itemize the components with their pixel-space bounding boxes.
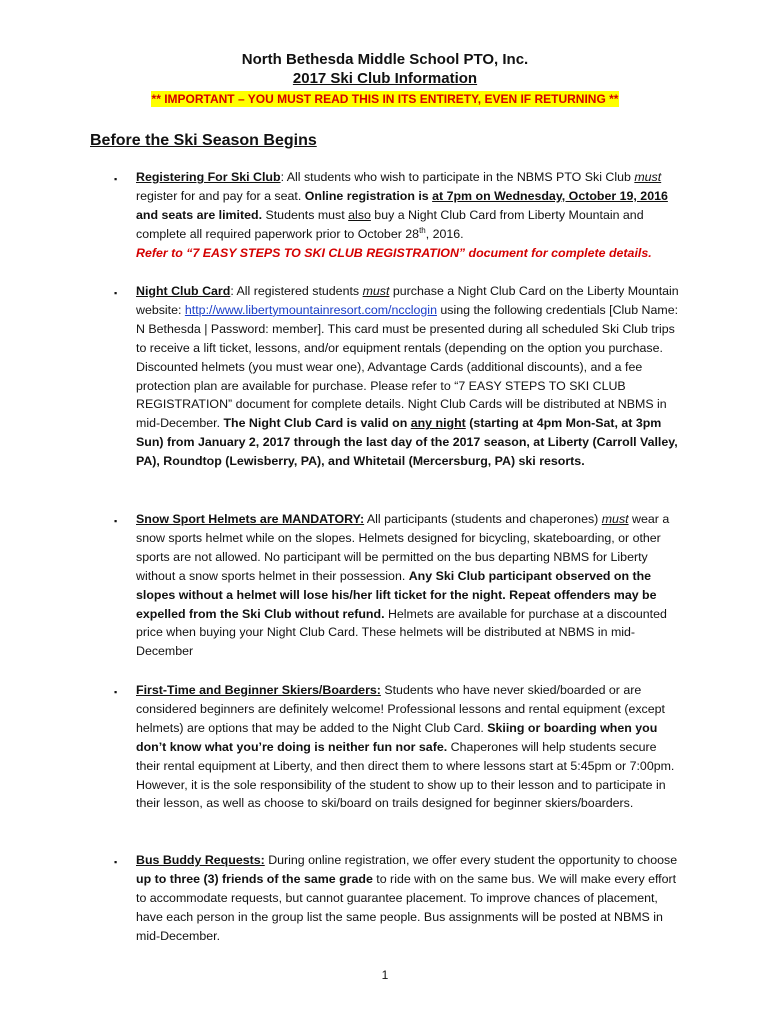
list-item-helmets (136, 510, 684, 661)
item-text-emphasis: must (362, 284, 390, 298)
item-text-bold: Online registration is (304, 188, 433, 203)
bullet-marker: ▪ (114, 687, 118, 697)
item-text: , 2016. (425, 226, 464, 241)
important-notice (0, 92, 770, 106)
item-text-bold-underline: any night (410, 416, 466, 431)
item-text: using the following credentials [Club Name: N Bethesda | Password: member]. This card must be presented during all scheduled Ski Club trips to receive a lift ticket, lessons, and/or equipment rentals (depending on the option you purchase. Discounted helmets (you must wear one), Advantage Cards (additional discounts), and a fee protection plan are available for purchase. Please refer to “7 EASY STEPS TO SKI CLUB REGISTRATION” document for complete details. Night Club Cards will be distributed at NBMS in mid-December. (136, 302, 679, 431)
item-text: : All students who wish to participate in the NBMS PTO Ski Club (280, 170, 635, 184)
list-item-bus-buddy (136, 851, 684, 946)
item-text-bold-underline: at 7pm on Wednesday, October 19, 2016 (432, 188, 668, 203)
school-name-heading: North Bethesda Middle School PTO, Inc. (241, 51, 529, 68)
document-title: 2017 Ski Club Information (292, 70, 478, 87)
list-item-night-club-card (136, 282, 684, 471)
list-item-registering (136, 168, 684, 263)
item-text-bold: The Night Club Card is valid on (220, 416, 411, 431)
item-text-bold: up to three (3) friends of the same grade (136, 871, 373, 886)
item-text-bold: Any Ski Club participant observed on the slopes without a helmet will lose his/her lift ticket for the night. Repeat offenders may be expelled from the Ski Club without refund. (136, 568, 657, 621)
item-text: During online registration, we offer every student the opportunity to choose (264, 853, 678, 867)
liberty-website-link[interactable]: http://www.libertymountainresort.com/ncclogin (184, 302, 437, 317)
ordinal-suffix: th (419, 225, 426, 235)
item-text: Helmets are available for purchase at a discounted price when buying your Night Club Card. These helmets will be distributed at NBMS in mid-December (136, 606, 667, 659)
page-number: 1 (381, 968, 389, 982)
item-label: Night Club Card (136, 284, 231, 298)
bullet-marker: ▪ (114, 857, 118, 867)
item-text-bold: Skiing or boarding when you don’t know what you’re doing is neither fun nor safe. (136, 720, 658, 754)
item-text-bold: (starting at 4pm Mon-Sat, at 3pm Sun) from January 2, 2017 through the last day of the 2017 season, at Liberty (Carroll Valley, PA), Roundtop (Lewisberry, PA), and Whitetail (Mercersburg, PA) ski resorts. (136, 416, 678, 469)
item-label: Bus Buddy Requests: (136, 853, 265, 867)
item-text: Chaperones will help students secure their rental equipment at Liberty, and then direct them to where lessons start at 5:45pm or 7:00pm. However, it is the sole responsibility of the student to show up to their lesson and to participate in their lesson, as well as choose to ski/board on trails designed for beginner skiers/boarders. (136, 739, 675, 811)
important-notice-text: ** IMPORTANT – YOU MUST READ THIS IN ITS ENTIRETY, EVEN IF RETURNING ** (151, 92, 619, 106)
item-label: First-Time and Beginner Skiers/Boarders: (136, 683, 381, 697)
item-text: Students must (262, 207, 349, 222)
bullet-marker: ▪ (114, 174, 118, 184)
item-label: Registering For Ski Club (136, 170, 281, 184)
item-text: purchase a Night Club Card on the Liberty Mountain website: (136, 284, 679, 317)
item-text: Students who have never skied/boarded or are considered beginners are definitely welcome! Professional lessons and rental equipment (except helmets) are options that may be added to the Night Club Card. (136, 683, 665, 735)
item-text: register for and pay for a seat. (136, 188, 305, 203)
item-text: wear a snow sports helmet while on the slopes. Helmets designed for bicycling, skateboarding, or other sports are not allowed. No participant will be permitted on the bus departing NBMS for Liberty without a snow sports helmet in their possession. (136, 512, 670, 583)
item-text: buy a Night Club Card from Liberty Mountain and complete all required paperwork prior to October 28 (136, 207, 644, 241)
item-red-note: Refer to “7 EASY STEPS TO SKI CLUB REGISTRATION” document for complete details. (136, 245, 652, 260)
item-text: : All registered students (230, 284, 363, 298)
item-text-bold: and seats are limited. (136, 207, 263, 222)
bullet-marker: ▪ (114, 516, 118, 526)
bullet-marker: ▪ (114, 288, 118, 298)
item-text-emphasis: must (601, 512, 629, 526)
list-item-beginners (136, 681, 684, 813)
item-text: All participants (students and chaperones) (364, 512, 602, 526)
item-text: to ride with on the same bus. We will make every effort to accommodate requests, but cannot guarantee placement. To improve chances of placement, have each person in the group list the same people. Bus assignments will be posted at NBMS in mid-December. (136, 871, 677, 943)
item-label: Snow Sport Helmets are MANDATORY: (136, 512, 365, 526)
item-text-emphasis: must (634, 170, 662, 184)
section-heading: Before the Ski Season Begins (90, 132, 317, 149)
item-text-underline: also (348, 207, 371, 222)
